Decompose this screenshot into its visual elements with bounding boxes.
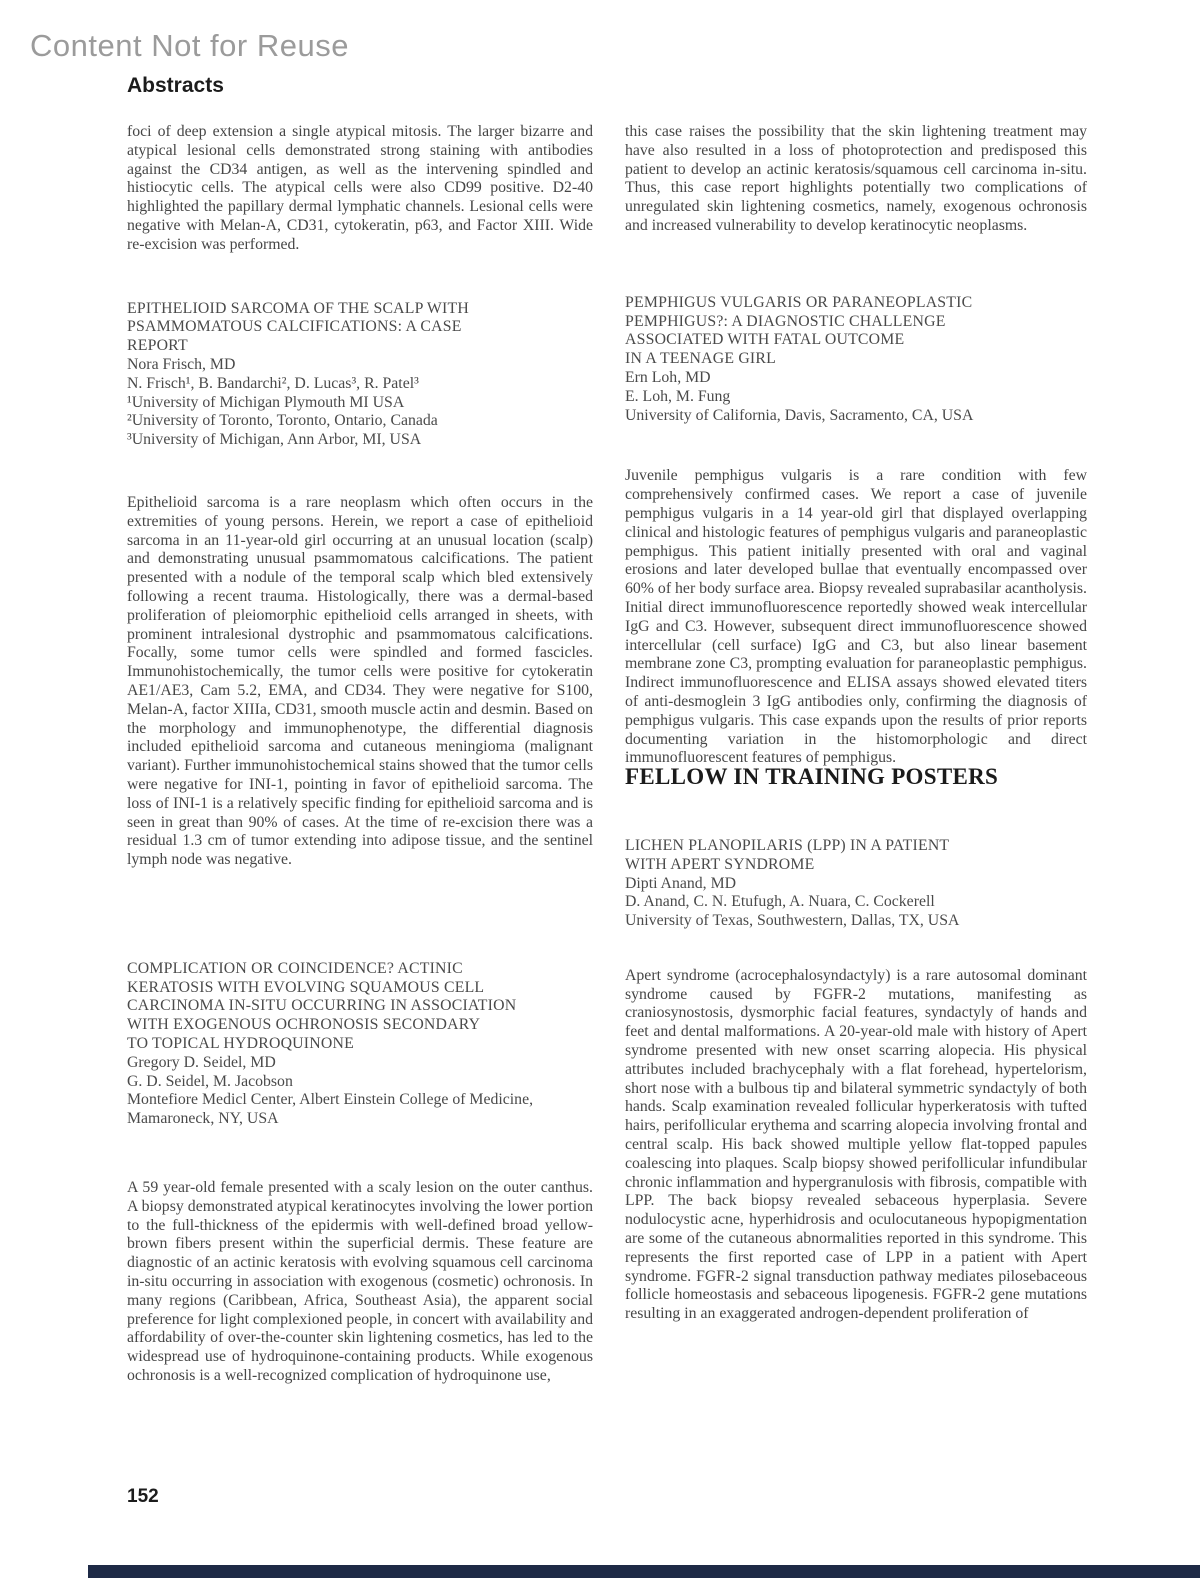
abstract-title-line: WITH EXOGENOUS OCHRONOSIS SECONDARY [127,1016,481,1034]
right-column [625,123,1087,1324]
presenter-line: Gregory D. Seidel, MD [127,1053,276,1071]
authors-line: E. Loh, M. Fung [625,387,731,405]
affiliation-line: ¹University of Michigan Plymouth MI USA [127,393,405,411]
watermark-text: Content Not for Reuse [30,28,349,63]
abstract-title-line: KERATOSIS WITH EVOLVING SQUAMOUS CELL [127,978,485,996]
abstract-title-line: REPORT [127,337,188,355]
continuation-paragraph: foci of deep extension a single atypical mitosis. The larger bizarre and atypical lesional cells demonstrated strong staining with antibodies against the CD34 antigen, as well as the intervening spindled and histiocytic cells. The atypical cells were also CD99 positive. D2-40 highlighted the papillary dermal lymphatic channels. Lesional cells were negative with Melan-A, CD31, cytokeratin, p63, and Factor XIII. Wide re-excision was performed. [127,123,593,253]
abstract-title-line: EPITHELIOID SARCOMA OF THE SCALP WITH [127,299,469,317]
abstract-body: Juvenile pemphigus vulgaris is a rare condition with few comprehensively confirmed cases. We report a case of juvenile pemphigus vulgaris in a 14 year-old girl that displayed overlapping clinical and histologic features of pemphigus vulgaris and paraneoplastic pemphigus. This patient initially presented with oral and vaginal erosions and later developed bullae that eventually encompassed over 60% of her body surface area. Biopsy revealed suprabasilar acantholysis. Initial direct immunofluorescence reportedly showed weak intercellular IgG and C3. However, subsequent direct immunofluorescence showed intercellular (cell surface) IgG and C3, but also linear basement membrane zone C3, prompting evaluation for paraneoplastic pemphigus. Indirect immunofluorescence and ELISA assays showed elevated titers of anti-desmoglein 3 IgG antibodies only, confirming the diagnosis of pemphigus vulgaris. This case expands upon the results of prior reports documenting variation in the histomorphologic and direct immunofluorescent features of pemphigus. [625,467,1087,767]
presenter-line: Ern Loh, MD [625,368,711,386]
authors-line: D. Anand, C. N. Etufugh, A. Nuara, C. Cockerell [625,893,935,911]
abstract-title-line: LICHEN PLANOPILARIS (LPP) IN A PATIENT [625,836,950,854]
abstract-title-line: COMPLICATION OR COINCIDENCE? ACTINIC [127,959,463,977]
authors-line: G. D. Seidel, M. Jacobson [127,1072,293,1090]
abstract-title-line: TO TOPICAL HYDROQUINONE [127,1035,354,1053]
continuation-paragraph: this case raises the possibility that the skin lightening treatment may have also resulted in a loss of photoprotection and predisposed this patient to develop an actinic keratosis/squamous cell carcinoma in-situ. Thus, this case report highlights potentially two complications of unregulated skin lightening cosmetics, namely, exogenous ochronosis and increased vulnerability to develop keratinocytic neoplasms. [625,123,1087,234]
abstract-title-line: PSAMMOMATOUS CALCIFICATIONS: A CASE [127,318,462,336]
abstract-heading-epithelioid-sarcoma [127,300,593,450]
affiliation-line: University of Texas, Southwestern, Dallas, TX, USA [625,912,960,930]
page-number: 152 [127,1486,159,1507]
abstract-title-line: PEMPHIGUS VULGARIS OR PARANEOPLASTIC [625,293,973,311]
abstract-heading-complication-or-coincidence [127,960,593,1129]
left-column [127,123,593,1386]
abstract-title-line: CARCINOMA IN-SITU OCCURRING IN ASSOCIATION [127,997,517,1015]
affiliation-line: ³University of Michigan, Ann Arbor, MI, USA [127,431,422,449]
presenter-line: Nora Frisch, MD [127,355,236,373]
section-heading-fellow-in-training-posters: FELLOW IN TRAINING POSTERS [625,764,999,790]
abstract-heading-lichen-planopilaris [625,837,1087,931]
affiliation-line: Montefiore Medicl Center, Albert Einstein College of Medicine, [127,1091,534,1109]
presenter-line: Dipti Anand, MD [625,874,737,892]
abstract-title-line: IN A TEENAGE GIRL [625,350,776,368]
affiliation-line: University of California, Davis, Sacramento, CA, USA [625,406,974,424]
abstract-heading-pemphigus-vulgaris [625,294,1087,426]
authors-line: N. Frisch¹, B. Bandarchi², D. Lucas³, R. Patel³ [127,374,419,392]
abstract-body: Epithelioid sarcoma is a rare neoplasm which often occurs in the extremities of young persons. Herein, we report a case of epithelioid sarcoma in an 11-year-old girl occurring at an unusual location (scalp) and demonstrating unusual psammomatous calcifications. The patient presented with a nodule of the temporal scalp which bled extensively following a recent trauma. Histologically, there was a dermal-based proliferation of pleiomorphic epithelioid cells arranged in sheets, with prominent intralesional dystrophic and psammomatous calcifications. Focally, some tumor cells were spindled and formed fascicles. Immunohistochemically, the tumor cells were positive for cytokeratin AE1/AE3, Cam 5.2, EMA, and CD34. They were negative for S100, Melan-A, factor XIIIa, CD31, smooth muscle actin and desmin. Based on the morphology and immunophenotype, the differential diagnosis included epithelioid sarcoma and cutaneous meningioma (malignant variant). Further immunohistochemical stains showed that the tumor cells were negative for INI-1, pointing in favor of epithelioid sarcoma. The loss of INI-1 is a relatively specific finding for epithelioid sarcoma and is seen in great than 90% of cases. At the time of re-excision there was a residual 1.3 cm of tumor extending into adipose tissue, and the sentinel lymph node was negative. [127,493,593,869]
page-heading: Abstracts [127,74,224,97]
abstract-title-line: ASSOCIATED WITH FATAL OUTCOME [625,331,905,349]
affiliation-line: Mamaroneck, NY, USA [127,1110,279,1128]
abstract-title-line: PEMPHIGUS?: A DIAGNOSTIC CHALLENGE [625,312,946,330]
abstract-body: Apert syndrome (acrocephalosyndactyly) is a rare autosomal dominant syndrome caused by FGFR-2 mutations, manifesting as craniosynostosis, dysmorphic facial features, syndactyly of hands and feet and dental malformations. A 20-year-old male with history of Apert syndrome presented with new onset scarring alopecia. His physical attributes included brachycephaly with a flat forehead, hypertelorism, short nose with a bulbous tip and bilateral symmetric syndactyly of both hands. Scalp examination revealed follicular hyperkeratosis with tufted hairs, perifollicular erythema and scarring alopecia involving frontal and central scalp. His back showed multiple yellow flat-topped papules coalescing into plaques. Scalp biopsy showed perifollicular infundibular chronic inflammation and hypergranulosis with fibrosis, compatible with LPP. The back biopsy revealed sebaceous hyperplasia. Severe nodulocystic acne, hyperhidrosis and oculocutaneous hypopigmentation are some of the cutaneous abnormalities reported in this syndrome. This represents the first reported case of LPP in a patient with Apert syndrome. FGFR-2 signal transduction pathway mediates pilosebaceous follicle homeostasis and sebaceous lipogenesis. FGFR-2 gene mutations resulting in an exaggerated androgen-dependent proliferation of [625,966,1087,1323]
abstract-title-line: WITH APERT SYNDROME [625,855,815,873]
abstract-body: A 59 year-old female presented with a scaly lesion on the outer canthus. A biopsy demonstrated atypical keratinocytes involving the lower portion to the full-thickness of the epidermis with well-defined broad yellow-brown fibers present within the superficial dermis. These feature are diagnostic of an actinic keratosis with evolving squamous cell carcinoma in-situ occurring in association with exogenous (cosmetic) ochronosis. In many regions (Caribbean, Africa, Southeast Asia), the apparent social preference for light complexioned people, in concert with availability and affordability of over-the-counter skin lightening cosmetics, has led to the widespread use of hydroquinone-containing products. While exogenous ochronosis is a well-recognized complication of hydroquinone use, [127,1179,593,1385]
footer-bar [88,1565,1200,1578]
affiliation-line: ²University of Toronto, Toronto, Ontario, Canada [127,412,438,430]
